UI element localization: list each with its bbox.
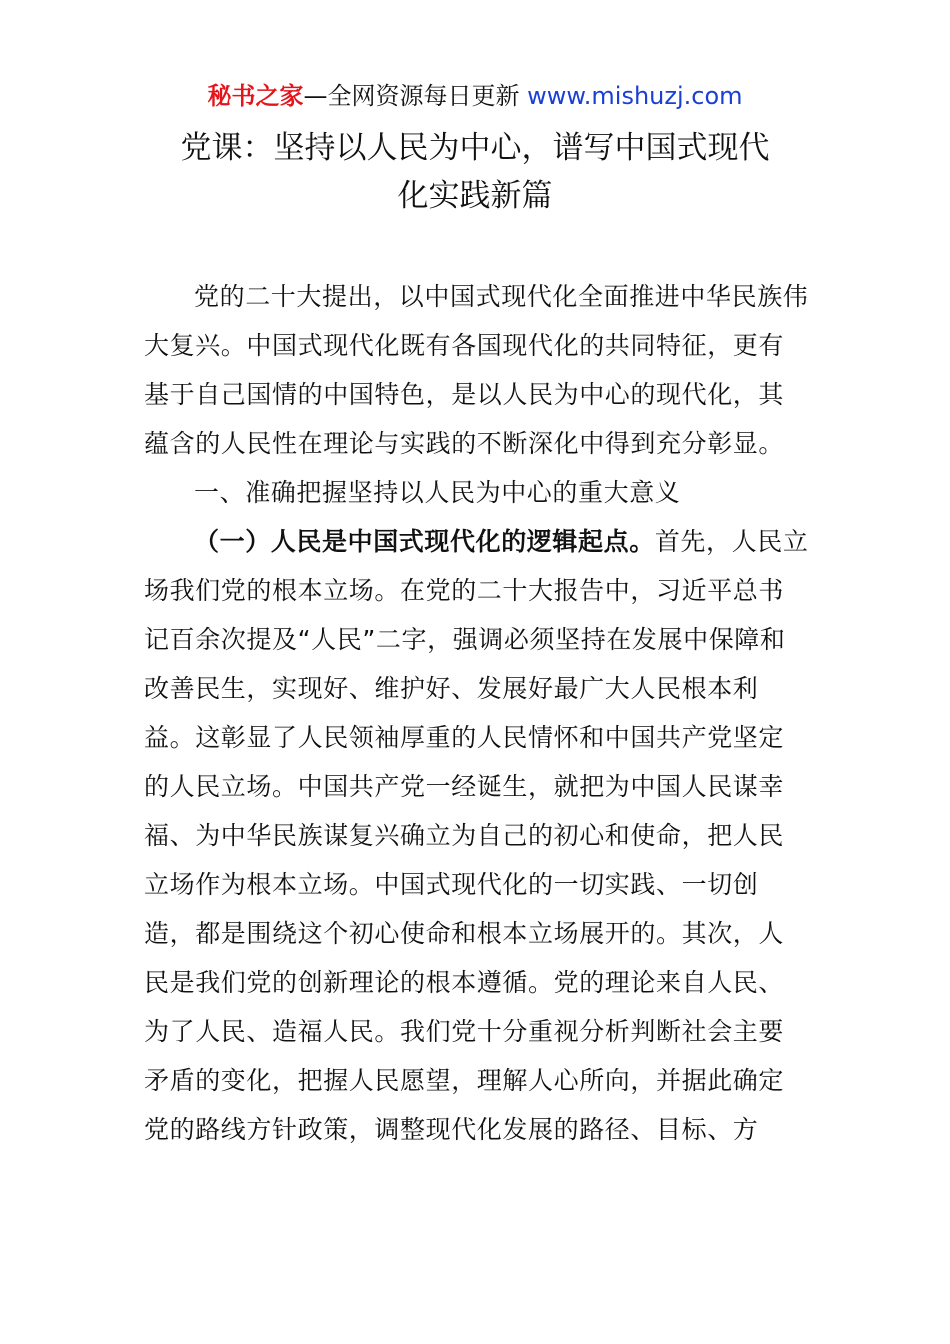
site-header (0, 80, 950, 112)
title-line-1: 党课：坚持以人民为中心，谱写中国式现代 (180, 130, 770, 166)
site-url-link[interactable]: www.mishuzj.com (527, 82, 743, 110)
document-body (144, 272, 809, 1154)
intro-paragraph: 党的二十大提出，以中国式现代化全面推进中华民族伟大复兴。中国式现代化既有各国现代化的共同特征，更有基于自己国情的中国特色，是以人民为中心的现代化，其蕴含的人民性在理论与实践的不断深化中得到充分彰显。 (144, 282, 809, 458)
subsection-heading-1: （一）人民是中国式现代化的逻辑起点。 (194, 527, 655, 556)
site-tagline: —全网资源每日更新 (303, 82, 528, 110)
site-name: 秘书之家 (207, 82, 304, 110)
document-title (160, 124, 790, 220)
subsection-paragraph-1 (144, 517, 809, 1154)
subsection-text-1: 首先，人民立场我们党的根本立场。在党的二十大报告中，习近平总书记百余次提及“人民”二字，强调必须坚持在发展中保障和改善民生，实现好、维护好、发展好最广大人民根本利益。这彰显了人民领袖厚重的人民情怀和中国共产党坚定的人民立场。中国共产党一经诞生，就把为中国人民谋幸福、为中华民族谋复兴确立为自己的初心和使命，把人民立场作为根本立场。中国式现代化的一切实践、一切创造，都是围绕这个初心使命和根本立场展开的。其次，人民是我们党的创新理论的根本遵循。党的理论来自人民、为了人民、造福人民。我们党十分重视分析判断社会主要矛盾的变化，把握人民愿望，理解人心所向，并据此确定党的路线方针政策，调整现代化发展的路径、目标、方 (144, 527, 809, 1144)
section-heading-1: 一、准确把握坚持以人民为中心的重大意义 (194, 478, 681, 507)
title-line-2: 化实践新篇 (397, 178, 553, 214)
